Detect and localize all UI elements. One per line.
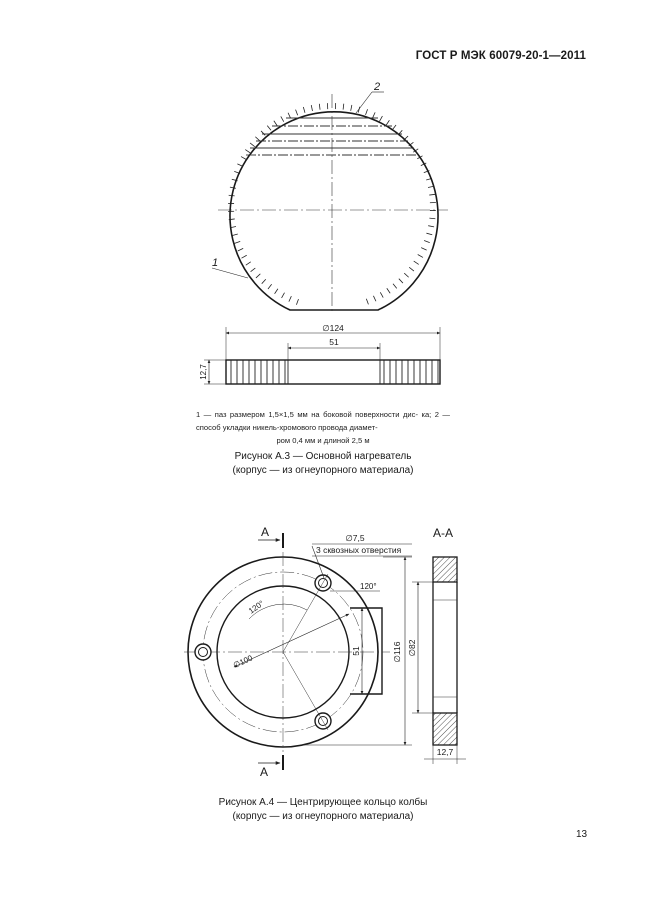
groove-tick <box>232 234 238 236</box>
groove-tick <box>373 112 375 117</box>
caption-subtitle: (корпус — из огнеупорного материала) <box>232 465 414 476</box>
groove-tick <box>282 293 285 298</box>
groove-tick <box>262 279 266 283</box>
legend-line: ка; 2 — способ укладки никель-хромового провода диамет- <box>196 410 450 432</box>
groove-tick <box>256 274 260 278</box>
groove-tick <box>366 299 368 305</box>
groove-tick <box>241 157 246 160</box>
groove-tick <box>281 116 284 121</box>
groove-tick <box>426 233 432 235</box>
groove-tick <box>418 255 423 258</box>
groove-tick <box>288 113 291 118</box>
groove-tick <box>311 105 312 111</box>
groove-tick <box>428 226 434 227</box>
groove-tick <box>351 105 352 111</box>
groove-tick <box>303 107 305 113</box>
groove-tick <box>267 126 271 131</box>
svg-text:A: A <box>261 525 270 539</box>
groove-tick <box>428 186 434 187</box>
page-number: 13 <box>576 829 588 840</box>
figure-a3-caption <box>0 450 646 478</box>
angle-inner-label: 120° <box>246 598 266 616</box>
groove-tick <box>343 104 344 110</box>
groove-tick <box>251 268 256 272</box>
dim-thickness: 12,7 <box>436 747 454 757</box>
callout-1-label: 1 <box>212 257 219 269</box>
groove-tick <box>296 110 298 116</box>
section-marker-bottom <box>258 755 283 779</box>
groove-tick <box>237 164 242 166</box>
section-hatch-bottom <box>433 713 457 745</box>
caption-title: Рисунок А.4 — Центрирующее кольцо колбы <box>218 797 428 808</box>
section-marker-top <box>258 525 283 548</box>
groove-tick <box>235 241 241 243</box>
groove-tick <box>255 137 259 141</box>
groove-tick <box>421 248 426 250</box>
legend-line: 1 — паз размером 1,5×1,5 мм на боковой поверхности дис- <box>196 410 418 419</box>
groove-tick <box>386 120 389 125</box>
dim-inner-width-a3: 51 <box>329 337 339 347</box>
caption-title: Рисунок А.3 — Основной нагреватель <box>234 451 412 462</box>
dim-outer-diameter-a3: ∅124 <box>322 323 344 333</box>
groove-tick <box>429 194 435 195</box>
angle-outer-label: 120° <box>360 582 377 591</box>
through-hole-left <box>195 644 211 660</box>
figure-a4-ring-view <box>184 525 412 779</box>
holes-note: 3 сквозных отверстия <box>316 545 402 555</box>
groove-tick <box>414 261 419 264</box>
groove-tick <box>261 131 265 135</box>
groove-tick <box>409 267 414 271</box>
groove-tick <box>319 104 320 110</box>
figure-a4-section-view <box>407 526 466 764</box>
groove-tick <box>268 284 272 289</box>
groove-tick <box>241 255 246 258</box>
groove-tick <box>380 116 383 121</box>
groove-tick <box>238 248 243 251</box>
figure-a3-side-view <box>199 323 440 384</box>
dim-outer-diameter-a4: ∅116 <box>392 641 402 663</box>
groove-tick <box>399 279 403 283</box>
groove-tick <box>393 284 397 289</box>
leader-2 <box>356 81 384 113</box>
groove-tick <box>275 289 278 294</box>
groove-tick <box>392 125 396 130</box>
svg-text:A: A <box>260 765 269 779</box>
groove-tick <box>366 109 368 115</box>
callout-2-label: 2 <box>374 81 381 93</box>
groove-tick <box>250 143 255 147</box>
groove-tick <box>373 296 376 301</box>
legend-line: ром 0,4 мм и длиной 2,5 м <box>276 436 370 445</box>
side-groove-slats <box>231 360 438 384</box>
figure-a3-disk-view <box>212 81 448 312</box>
document-header: ГОСТ Р МЭК 60079-20-1—2011 <box>415 50 586 62</box>
dim-height-a3: 12,7 <box>199 364 208 380</box>
dim-slot-a4: 51 <box>351 646 361 656</box>
dim-section-bore: ∅82 <box>407 639 417 657</box>
figure-a3-legend <box>196 408 450 447</box>
groove-tick <box>274 121 277 126</box>
groove-tick <box>404 273 408 277</box>
section-hatch-top <box>433 557 457 582</box>
groove-tick <box>424 241 430 243</box>
groove-tick <box>229 195 235 196</box>
groove-tick <box>296 299 298 305</box>
groove-tick <box>380 292 383 297</box>
dim-hole-diameter: ∅7,5 <box>345 533 365 543</box>
leader-1 <box>212 257 248 278</box>
section-label: A-A <box>433 526 454 540</box>
groove-tick <box>245 150 250 153</box>
groove-tick <box>429 218 435 219</box>
groove-tick <box>387 288 390 293</box>
figure-a4-caption <box>0 796 646 824</box>
dim-bore-a4: ∅100 <box>231 653 255 671</box>
groove-tick <box>246 262 251 265</box>
groove-tick <box>289 296 291 301</box>
groove-tick <box>230 187 236 188</box>
caption-subtitle: (корпус — из огнеупорного материала) <box>232 811 414 822</box>
heater-disk-outline <box>230 112 438 310</box>
